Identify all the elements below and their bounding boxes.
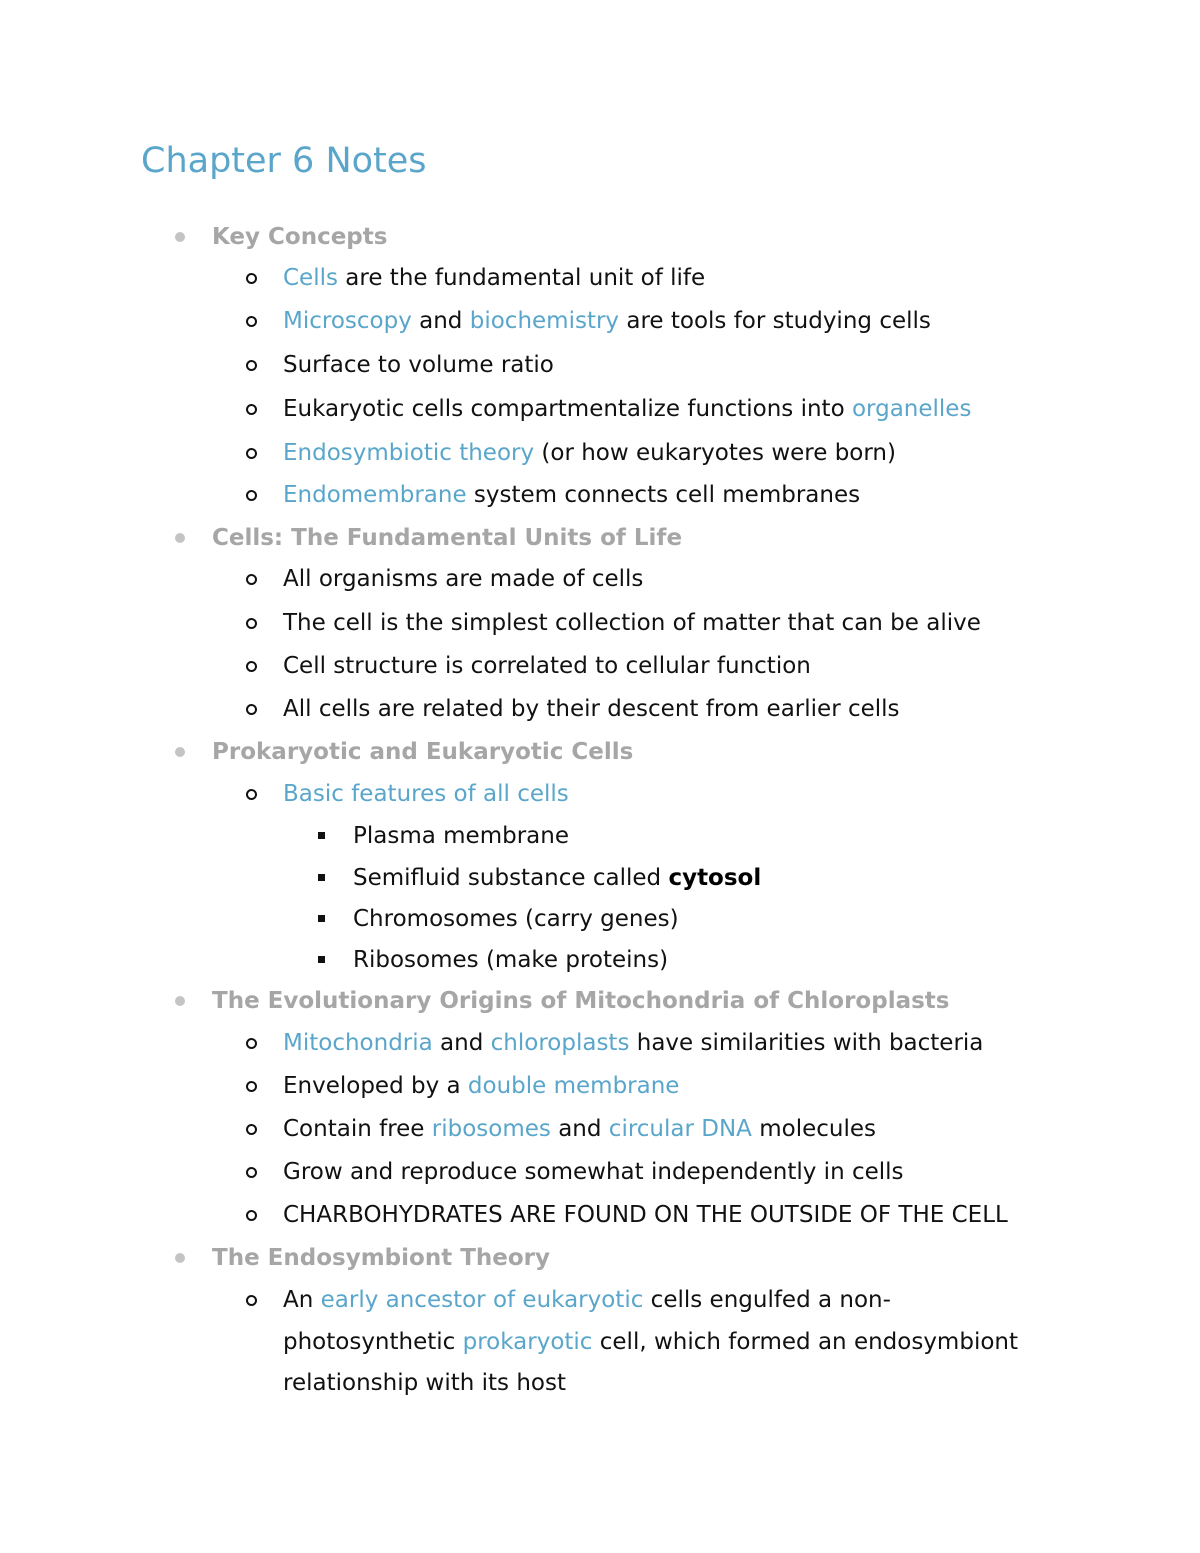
text-run: and: [432, 1030, 491, 1056]
bullet-mark: [246, 661, 257, 672]
highlighted-term: Basic features of all cells: [283, 781, 569, 807]
bullet-mark: [175, 1253, 185, 1263]
text-run: Grow and reproduce somewhat independently in cells: [283, 1159, 904, 1185]
bullet-mark: [246, 316, 257, 327]
text-run: All cells are related by their descent from earlier cells: [283, 696, 900, 722]
section-heading: Cells: The Fundamental Units of Life: [212, 525, 683, 551]
item-text: [353, 821, 569, 851]
item-text: [353, 863, 761, 893]
text-run: The cell is the simplest collection of matter that can be alive: [283, 610, 981, 636]
text-run: Eukaryotic cells compartmentalize functions into: [283, 396, 852, 422]
item-text: [353, 945, 668, 975]
item-text: [283, 394, 971, 424]
bold-term: cytosol: [668, 865, 762, 891]
text-run: Semifluid substance called: [353, 865, 669, 891]
bullet-mark: [246, 618, 257, 629]
highlighted-term: prokaryotic: [462, 1329, 593, 1355]
bullet-mark: [175, 232, 185, 242]
bullet-mark: [246, 404, 257, 415]
text-run: system connects cell membranes: [466, 482, 861, 508]
item-text: [283, 1200, 1008, 1230]
section-heading: The Evolutionary Origins of Mitochondria of Chloroplasts: [212, 988, 950, 1014]
text-run: All organisms are made of cells: [283, 566, 644, 592]
bullet-mark: [318, 832, 325, 839]
item-text: [283, 480, 860, 510]
item-text: [283, 1285, 891, 1315]
text-run: have similarities with bacteria: [629, 1030, 984, 1056]
text-run: An: [283, 1287, 321, 1313]
text-run: cells engulfed a non-: [643, 1287, 891, 1313]
bullet-mark: [318, 915, 325, 922]
item-text: [283, 1368, 566, 1398]
item-text: [283, 263, 705, 293]
highlighted-term: biochemistry: [469, 308, 620, 334]
bullet-mark: [246, 1295, 257, 1306]
bullet-mark: [175, 996, 185, 1006]
highlighted-term: Cells: [283, 265, 338, 291]
item-text: [283, 651, 811, 681]
bullet-mark: [246, 1167, 257, 1178]
highlighted-term: double membrane: [467, 1073, 680, 1099]
section-heading: Prokaryotic and Eukaryotic Cells: [212, 739, 634, 765]
text-run: Cell structure is correlated to cellular function: [283, 653, 811, 679]
section-heading: The Endosymbiont Theory: [212, 1245, 550, 1271]
item-text: [283, 1028, 983, 1058]
bullet-mark: [175, 533, 185, 543]
bullet-mark: [246, 789, 257, 800]
text-run: and: [550, 1116, 609, 1142]
bullet-mark: [246, 1081, 257, 1092]
highlighted-term: Endosymbiotic theory: [283, 440, 535, 466]
item-text: [283, 1157, 904, 1187]
bullet-mark: [246, 448, 257, 459]
bullet-mark: [318, 956, 325, 963]
bullet-mark: [246, 1038, 257, 1049]
highlighted-term: circular DNA: [608, 1116, 752, 1142]
item-text: [283, 1114, 876, 1144]
item-text: [283, 564, 643, 594]
bullet-mark: [246, 360, 257, 371]
item-text: [283, 438, 896, 468]
text-run: photosynthetic: [283, 1329, 463, 1355]
text-run: cell, which formed an endosymbiont: [592, 1329, 1018, 1355]
bullet-mark: [318, 874, 325, 881]
highlighted-term: chloroplasts: [490, 1030, 630, 1056]
highlighted-term: Endomembrane: [283, 482, 467, 508]
text-run: (or how eukaryotes were born): [534, 440, 896, 466]
text-run: Contain free: [283, 1116, 432, 1142]
highlighted-term: Microscopy: [283, 308, 412, 334]
text-run: relationship with its host: [283, 1370, 566, 1396]
text-run: molecules: [751, 1116, 876, 1142]
text-run: are tools for studying cells: [619, 308, 931, 334]
item-text: [283, 779, 569, 809]
item-text: [353, 904, 679, 934]
text-run: Enveloped by a: [283, 1073, 468, 1099]
bullet-mark: [175, 747, 185, 757]
bullet-mark: [246, 574, 257, 585]
text-run: Ribosomes (make proteins): [353, 947, 669, 973]
section-heading: Key Concepts: [212, 224, 388, 250]
highlighted-term: ribosomes: [431, 1116, 551, 1142]
text-run: Surface to volume ratio: [283, 352, 554, 378]
highlighted-term: organelles: [851, 396, 972, 422]
text-run: CHARBOHYDRATES ARE FOUND ON THE OUTSIDE OF THE CELL: [283, 1202, 1008, 1228]
bullet-mark: [246, 704, 257, 715]
item-text: [283, 1327, 1018, 1357]
highlighted-term: Mitochondria: [283, 1030, 433, 1056]
bullet-mark: [246, 1210, 257, 1221]
document-title: Chapter 6 Notes: [141, 141, 427, 181]
item-text: [283, 350, 554, 380]
item-text: [283, 694, 900, 724]
text-run: Chromosomes (carry genes): [353, 906, 679, 932]
bullet-mark: [246, 490, 257, 501]
item-text: [283, 306, 931, 336]
bullet-mark: [246, 273, 257, 284]
text-run: Plasma membrane: [353, 823, 569, 849]
text-run: are the fundamental unit of life: [337, 265, 706, 291]
highlighted-term: early ancestor of eukaryotic: [320, 1287, 644, 1313]
item-text: [283, 608, 981, 638]
text-run: and: [411, 308, 470, 334]
bullet-mark: [246, 1124, 257, 1135]
item-text: [283, 1071, 679, 1101]
